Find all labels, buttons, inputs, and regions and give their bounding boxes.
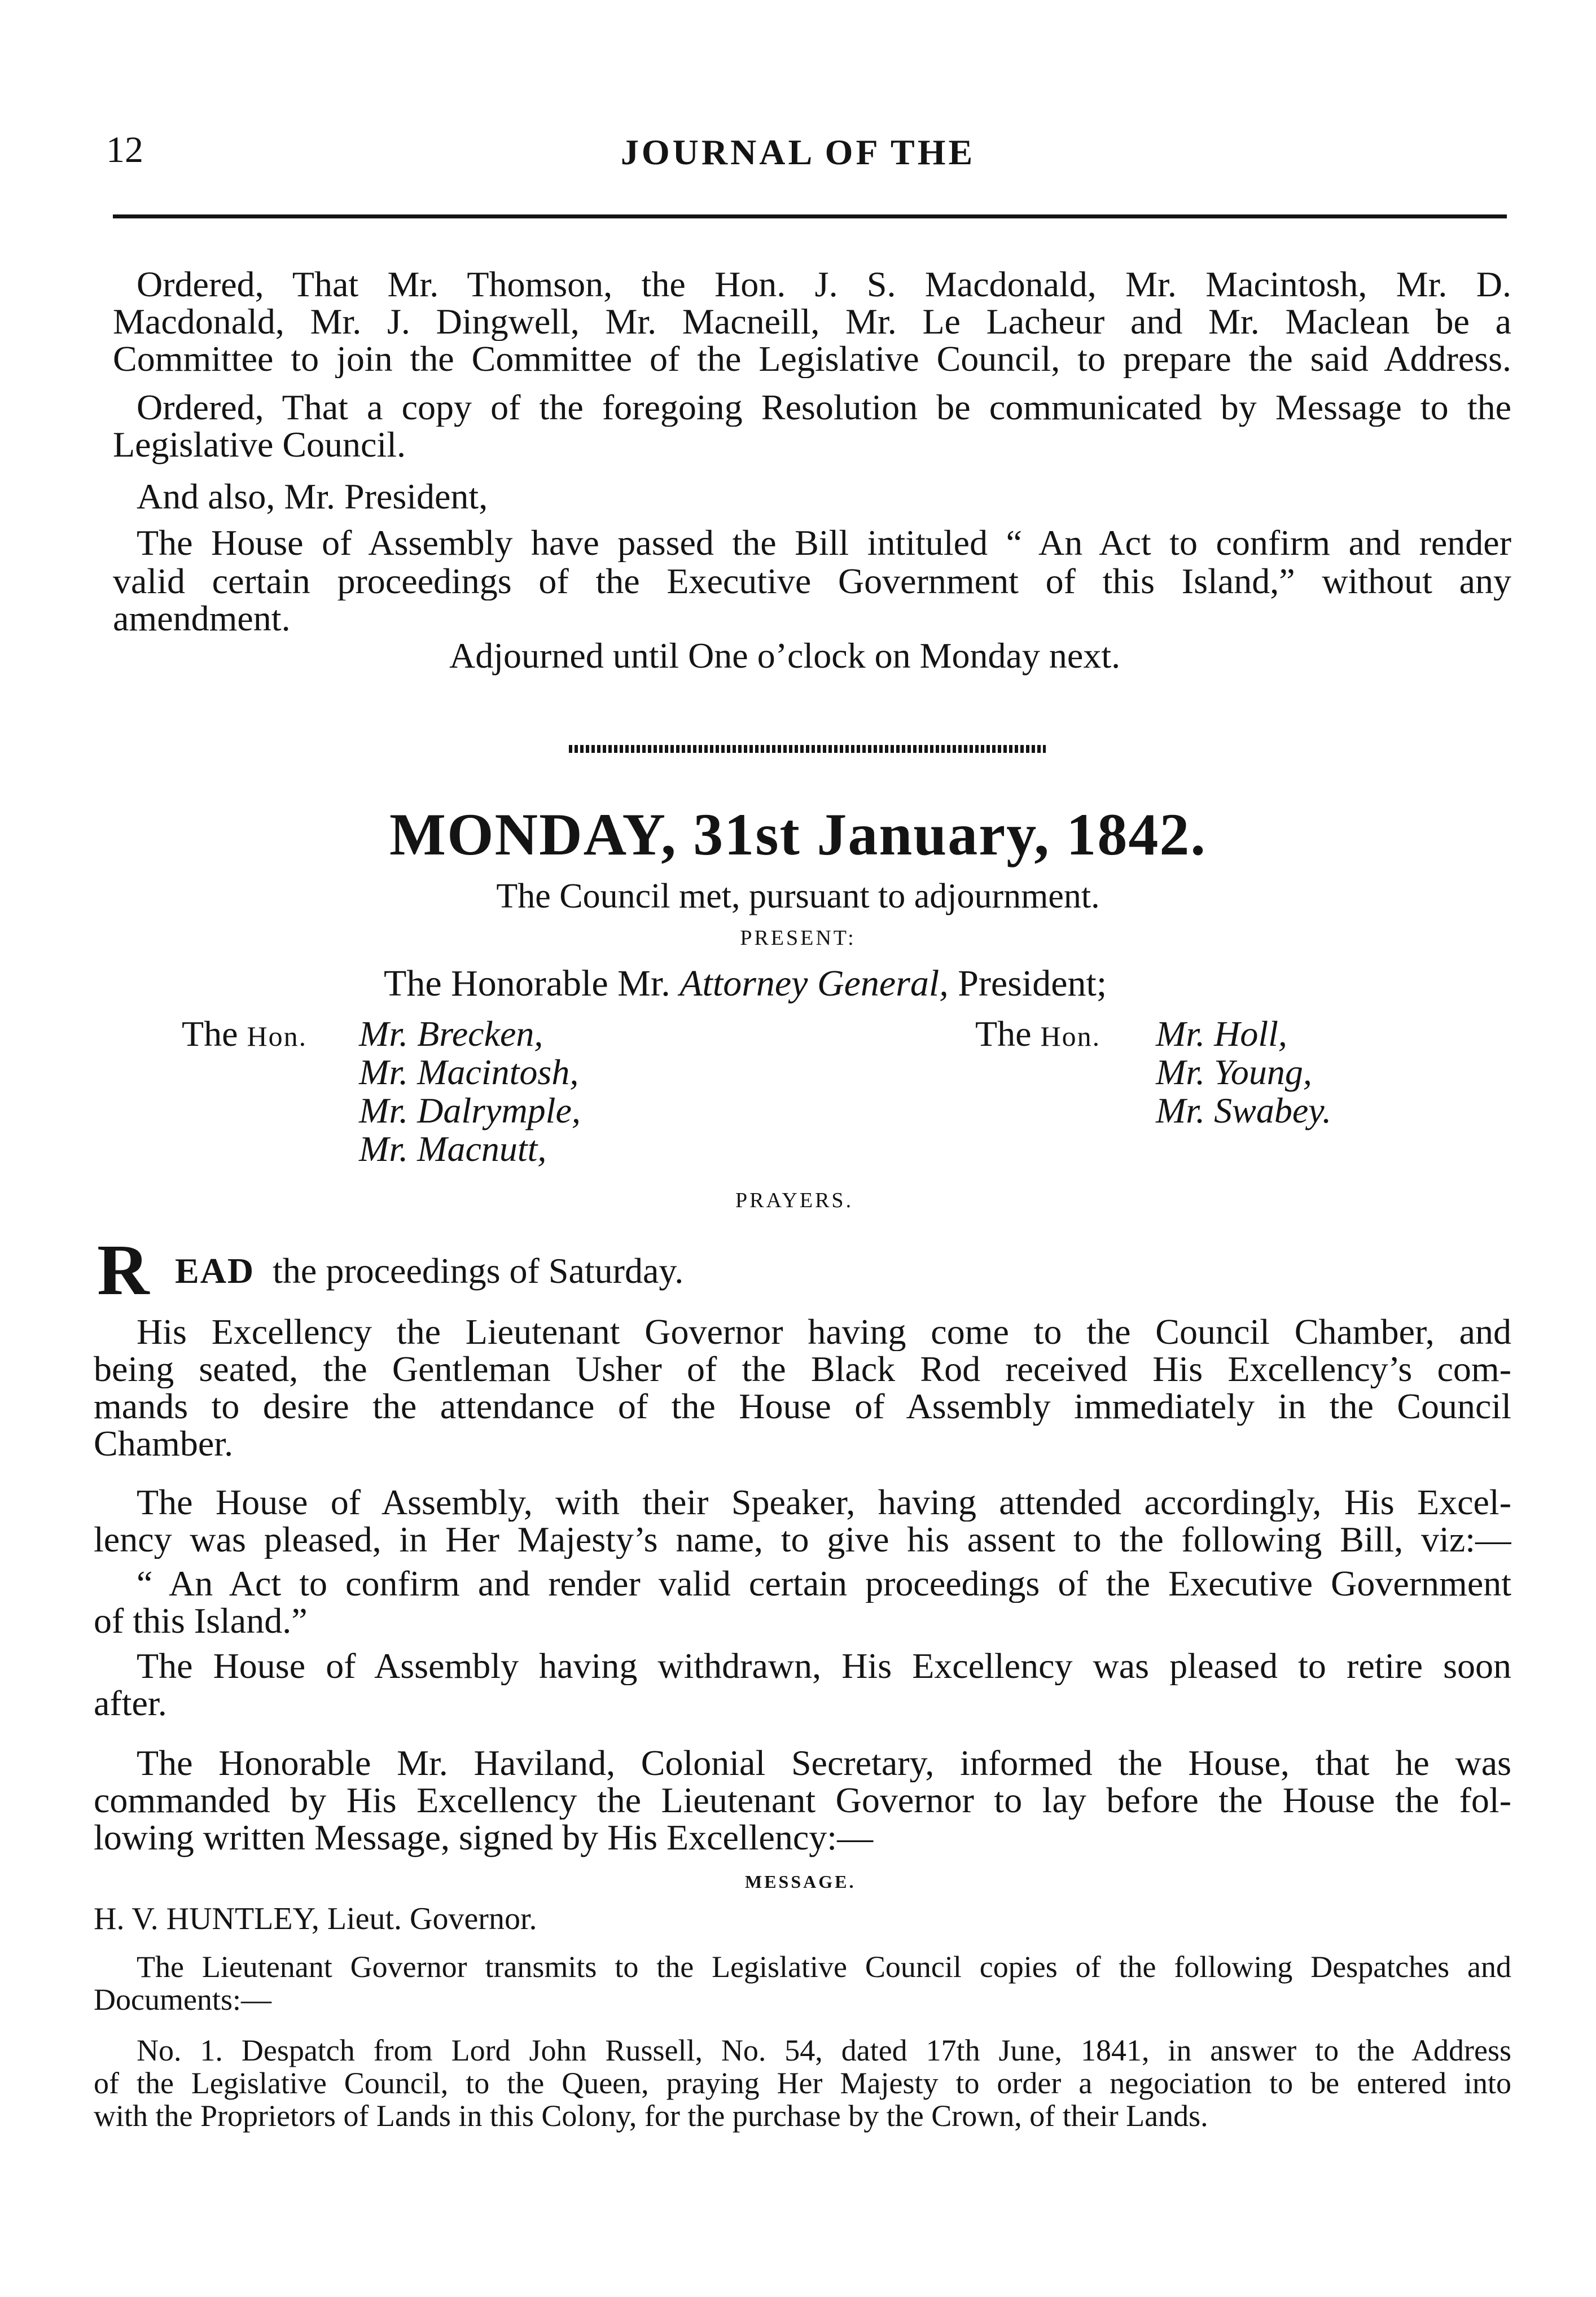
message-signature: H. V. HUNTLEY, Lieut. Governor. [94, 1901, 537, 1936]
member-name: Mr. Swabey. [1156, 1090, 1332, 1130]
message-label: MESSAGE. [745, 1871, 856, 1892]
paragraph-line: Macdonald, Mr. J. Dingwell, Mr. Macneill, Mr. Le Lacheur and Mr. Maclean be a [113, 304, 1511, 341]
paragraph-line: Committee to join the Committee of the Legislative Council, to prepare the said Address. [113, 341, 1511, 378]
president-name: Attorney General, [679, 963, 949, 1004]
paragraph-line: lowing written Message, signed by His Excellency:— [94, 1817, 874, 1857]
member-name: Mr. Macintosh, [359, 1052, 579, 1092]
paragraph-line: The Honorable Mr. Haviland, Colonial Secretary, informed the House, that he was [137, 1745, 1511, 1782]
page-number: 12 [106, 129, 143, 170]
ornamental-divider [569, 743, 1046, 755]
paragraph-line: The House of Assembly having withdrawn, His Excellency was pleased to retire soon [137, 1648, 1511, 1685]
member-name: Mr. Dalrymple, [359, 1090, 581, 1130]
member-name: Mr. Young, [1156, 1052, 1312, 1092]
paragraph-line: The House of Assembly, with their Speaker, having attended accordingly, His Excel- [137, 1484, 1511, 1522]
paragraph-line: Legislative Council. [113, 424, 406, 464]
president-line: The Honorable Mr. Attorney General, President; [384, 963, 1107, 1004]
prayers-label: PRAYERS. [735, 1189, 854, 1212]
member-name: Mr. Holl, [1156, 1014, 1287, 1054]
paragraph-line: amendment. [113, 598, 291, 638]
paragraph-line: lency was pleased, in Her Majesty’s name, to give his assent to the following Bill, viz:— [94, 1522, 1511, 1559]
members-left-header: The Hon. [182, 1014, 308, 1054]
paragraph-line: after. [94, 1683, 167, 1723]
paragraph-line: being seated, the Gentleman Usher of the Black Rod received His Excellency’s com- [94, 1351, 1511, 1388]
paragraph-line: His Excellency the Lieutenant Governor having come to the Council Chamber, and [137, 1314, 1511, 1351]
paragraph-line: “ An Act to confirm and render valid certain proceedings of the Executive Government [137, 1566, 1511, 1603]
running-title: JOURNAL OF THE [620, 132, 976, 172]
members-right-header: The Hon. [975, 1014, 1101, 1054]
drop-initial: R [97, 1230, 150, 1310]
sitting-date-heading: MONDAY, 31st January, 1842. [389, 801, 1207, 867]
message-line: No. 1. Despatch from Lord John Russell, No. 54, dated 17th June, 1841, in answer to the Address [137, 2035, 1511, 2067]
paragraph-line: of this Island.” [94, 1601, 308, 1641]
present-label: PRESENT: [740, 926, 856, 950]
header-rule [113, 214, 1507, 218]
read-line: EAD the proceedings of Saturday. [175, 1251, 684, 1291]
paragraph-line: The House of Assembly have passed the Bill intituled “ An Act to confirm and render [137, 525, 1511, 562]
paragraph-line: valid certain proceedings of the Executive Government of this Island,” without any [113, 563, 1511, 600]
message-line: The Lieutenant Governor transmits to the Legislative Council copies of the following Despatches and [137, 1952, 1511, 1984]
paragraph-line: Chamber. [94, 1423, 234, 1463]
paragraph-line: Ordered, That a copy of the foregoing Resolution be communicated by Message to the [137, 389, 1511, 427]
message-line: Documents:— [94, 1983, 271, 2017]
member-name: Mr. Brecken, [359, 1014, 543, 1054]
paragraph-line: And also, Mr. President, [137, 476, 488, 516]
council-met-line: The Council met, pursuant to adjournment. [496, 877, 1100, 915]
message-line: of the Legislative Council, to the Queen, praying Her Majesty to order a negociation to be entered into [94, 2068, 1511, 2100]
paragraph-line: mands to desire the attendance of the House of Assembly immediately in the Council [94, 1388, 1511, 1426]
message-line: with the Proprietors of Lands in this Colony, for the purchase by the Crown, of their Lands. [94, 2099, 1208, 2133]
paragraph-line: commanded by His Excellency the Lieutenant Governor to lay before the House the fol- [94, 1782, 1511, 1820]
member-name: Mr. Macnutt, [359, 1129, 547, 1169]
paragraph-line: Ordered, That Mr. Thomson, the Hon. J. S. Macdonald, Mr. Macintosh, Mr. D. [137, 266, 1511, 304]
adjournment-line: Adjourned until One o’clock on Monday next. [449, 635, 1121, 676]
